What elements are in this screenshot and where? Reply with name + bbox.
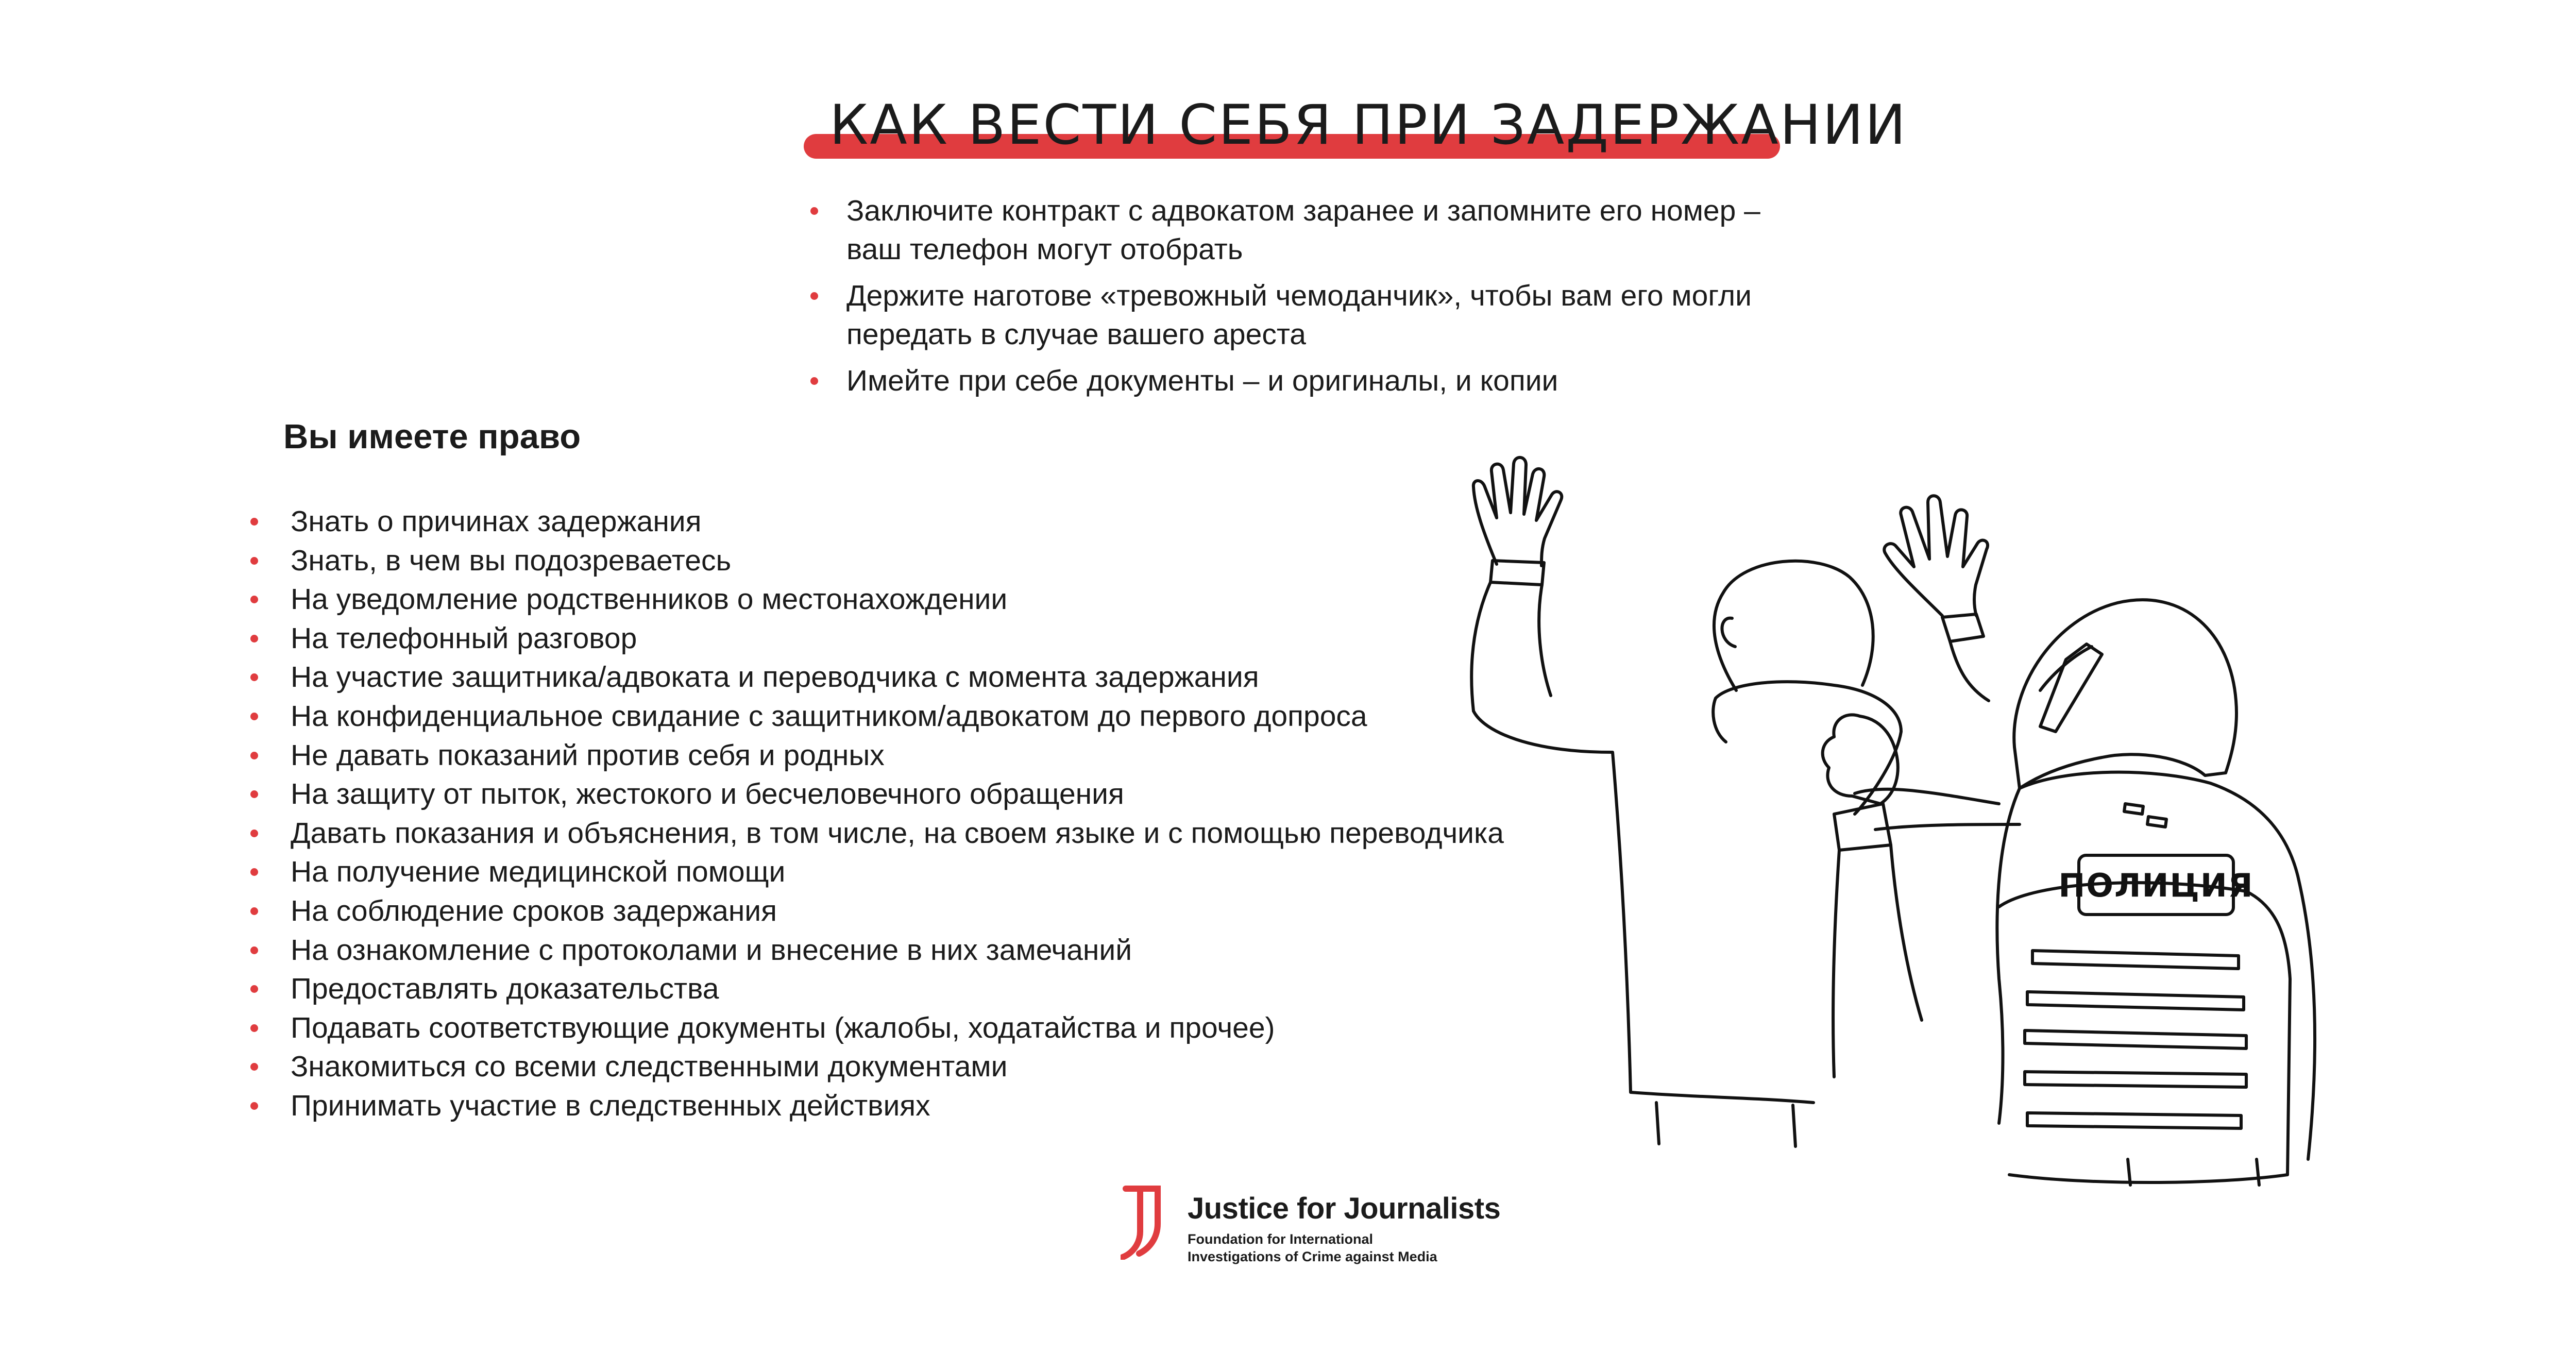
officer-forearm (1833, 845, 1922, 1077)
vest-label: ПОЛИЦИЯ (2058, 867, 2254, 904)
rights-item: На телефонный разговор (247, 619, 1587, 658)
tips-list (806, 192, 1826, 408)
tip-item: Имейте при себе документы – и оригиналы, и копии (806, 362, 1826, 400)
rights-item: На уведомление родственников о местонахождении (247, 580, 1587, 619)
officer-sleeve (1834, 804, 1891, 850)
logo-stroke-1 (1123, 1189, 1140, 1257)
vest-strip-2 (2027, 992, 2244, 1010)
detention-illustration (1453, 453, 2349, 1195)
detainee-left-arm (1471, 582, 1551, 711)
detainee-torso-left (1473, 711, 1814, 1103)
vest-strip-5 (2027, 1113, 2241, 1128)
officer-helmet (2014, 600, 2236, 788)
logo-subtitle: Foundation for International Investigations of Crime against Media (1188, 1231, 1437, 1264)
vest-strip-4 (2025, 1072, 2246, 1087)
detainee-legs (1656, 1103, 1795, 1146)
rights-item: Принимать участие в следственных действиях (247, 1087, 1587, 1126)
officer-collar-tabs (2124, 804, 2166, 827)
rights-heading: Вы имеете право (283, 417, 581, 456)
rights-item: На соблюдение сроков задержания (247, 892, 1587, 931)
rights-item: Подавать соответствующие документы (жалобы, ходатайства и прочее) (247, 1009, 1587, 1048)
rights-item: На получение медицинской помощи (247, 853, 1587, 892)
rights-item: На защиту от пыток, жестокого и бесчеловечного обращения (247, 775, 1587, 814)
rights-item: На ознакомление с протоколами и внесение в них замечаний (247, 931, 1587, 970)
rights-item: Предоставлять доказательства (247, 970, 1587, 1009)
detainee-right-arm (1950, 641, 1989, 701)
vest-strip-1 (2032, 951, 2239, 969)
rights-item: Знать, в чем вы подозреваетесь (247, 542, 1587, 581)
rights-item: На участие защитника/адвоката и переводчика с момента задержания (247, 658, 1587, 697)
officer-visor (2040, 644, 2102, 732)
detainee-right-cuff (1942, 614, 1984, 641)
tip-item: Держите наготове «тревожный чемоданчик», чтобы вам его могли передать в случае вашего ареста (806, 277, 1826, 354)
rights-item: Давать показания и объяснения, в том числе, на своем языке и с помощью переводчика (247, 814, 1587, 853)
page-header (804, 87, 1907, 164)
vest-strip-3 (2025, 1030, 2246, 1048)
detainee-left-hand (1473, 458, 1562, 566)
line-art (1471, 458, 2315, 1185)
page-title: КАК ВЕСТИ СЕБЯ ПРИ ЗАДЕРЖАНИИ (829, 93, 1907, 157)
tip-item: Заключите контракт с адвокатом заранее и запомните его номер – ваш телефон могут отобрать (806, 192, 1826, 269)
detainee-right-hand (1884, 496, 1988, 616)
rights-item: На конфиденциальное свидание с защитником/адвокатом до первого допроса (247, 697, 1587, 736)
rights-item: Знать о причинах задержания (247, 502, 1587, 542)
detainee-head (1714, 561, 1873, 690)
detainee-ear (1722, 618, 1735, 647)
detainee-hood (1713, 682, 1901, 814)
officer-arm (1855, 789, 2020, 830)
rights-list (247, 502, 1587, 1126)
footer-logo (1121, 1182, 1512, 1270)
detainee-left-cuff (1490, 561, 1544, 585)
logo-name: Justice for Journalists (1188, 1192, 1501, 1225)
jfj-logo-icon (1121, 1182, 1162, 1260)
rights-item: Не давать показаний против себя и родных (247, 736, 1587, 775)
rights-item: Знакомиться со всеми следственными документами (247, 1047, 1587, 1087)
